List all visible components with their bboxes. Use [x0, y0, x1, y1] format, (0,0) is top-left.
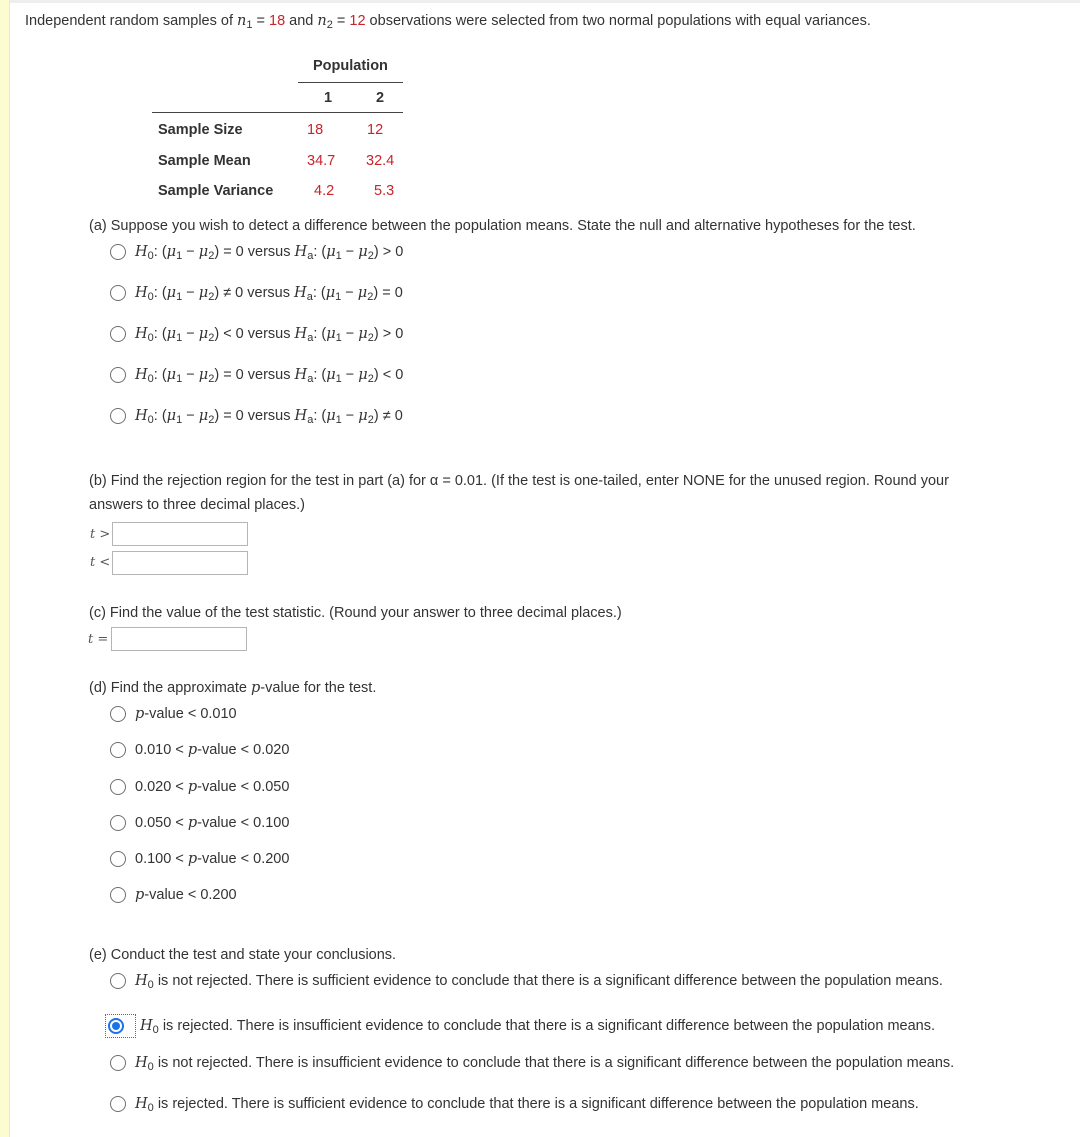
pvalue-option[interactable]: [110, 851, 289, 867]
versus-word: versus: [247, 367, 291, 383]
conclusion-body: is rejected. There is sufficient evidence to conclude that there is a significant difference between the population means.: [157, 1096, 919, 1112]
table-col-1: 1: [324, 90, 333, 106]
pvalue-upper: < 0.050: [240, 779, 290, 795]
lower-tail-label: t <: [90, 555, 111, 570]
n2-subscript: 2: [326, 19, 333, 31]
versus-word: versus: [247, 244, 291, 260]
pvalue-word: -value: [144, 706, 184, 722]
part-e-question: (e) Conduct the test and state your conclusions.: [89, 947, 397, 963]
ha-relation: = 0: [382, 285, 403, 301]
cell-var-2: 5.3: [374, 183, 395, 199]
lower-tail-input[interactable]: [112, 551, 248, 575]
hypothesis-option[interactable]: [110, 285, 403, 301]
upper-tail-input[interactable]: [112, 522, 248, 546]
radio-button[interactable]: [110, 244, 126, 260]
n1-symbol: n: [237, 13, 247, 29]
pvalue-word: -value: [197, 742, 237, 758]
n2-value: 12: [349, 13, 366, 29]
versus-word: versus: [247, 326, 291, 342]
n1-subscript: 1: [246, 19, 253, 31]
table-header-rule: [298, 82, 403, 83]
hypothesis-text: $H_0$: $(\mu_1 - \mu_2) < 0$ versus $H_a$: $(\mu_1 - \mu_2) > 0$: [135, 326, 404, 344]
cell-size-1: 18: [307, 122, 324, 138]
pvalue-word: -value: [144, 887, 184, 903]
cell-size-2: 12: [367, 122, 384, 138]
pvalue-word: -value: [197, 815, 237, 831]
pvalue-text: p-value < 0.010: [135, 706, 237, 722]
pvalue-lower: 0.050 <: [135, 815, 184, 831]
conclusion-option[interactable]: [110, 1014, 935, 1038]
part-a-question: (a) Suppose you wish to detect a difference between the population means. State the null and alternative hypotheses for the test.: [89, 218, 916, 234]
table-rule: [152, 112, 403, 113]
conclusion-body: is not rejected. There is insufficient evidence to conclude that there is a significant difference between the population means.: [157, 1055, 955, 1071]
hypothesis-option[interactable]: [110, 326, 403, 342]
radio-button[interactable]: [110, 326, 126, 342]
radio-button[interactable]: [110, 973, 126, 989]
intro-prefix: Independent random samples of: [25, 13, 237, 29]
radio-button[interactable]: [110, 408, 126, 424]
radio-button[interactable]: [108, 1018, 124, 1034]
left-margin-bar: [0, 0, 10, 1137]
part-d-prefix: (d) Find the approximate: [89, 680, 251, 696]
part-b-question-line1: (b) Find the rejection region for the test in part (a) for α = 0.01. (If the test is one-tailed, enter NONE for the unused region. Round your: [89, 473, 949, 489]
pvalue-upper: < 0.020: [240, 742, 290, 758]
n1-value: 18: [269, 13, 286, 29]
intro-mid: and: [285, 13, 318, 29]
hypothesis-option[interactable]: [110, 244, 403, 260]
conclusion-body: is rejected. There is insufficient evidence to conclude that there is a significant difference between the population means.: [162, 1018, 936, 1034]
test-statistic-label: t =: [88, 632, 109, 647]
pvalue-option[interactable]: [110, 706, 237, 722]
intro-suffix: observations were selected from two normal populations with equal variances.: [365, 13, 871, 29]
row-label-sample-variance: Sample Variance: [158, 183, 274, 199]
part-b-question-line2: answers to three decimal places.): [89, 497, 305, 513]
radio-button[interactable]: [110, 887, 126, 903]
versus-word: versus: [247, 408, 291, 424]
pvalue-lower: 0.010 <: [135, 742, 184, 758]
ha-relation: ≠ 0: [382, 408, 403, 424]
hypothesis-option[interactable]: [110, 408, 403, 424]
radio-button[interactable]: [110, 815, 126, 831]
pvalue-upper: < 0.100: [240, 815, 290, 831]
ha-relation: > 0: [382, 244, 404, 260]
radio-button[interactable]: [110, 851, 126, 867]
focus-outline: [105, 1014, 136, 1038]
n2-symbol: n: [317, 13, 327, 29]
part-c-question: (c) Find the value of the test statistic. (Round your answer to three decimal places.): [89, 605, 622, 621]
conclusion-option[interactable]: [110, 1096, 919, 1112]
radio-button[interactable]: [110, 367, 126, 383]
radio-button[interactable]: [110, 1055, 126, 1071]
h0-relation: < 0: [223, 326, 244, 342]
pvalue-upper: < 0.200: [240, 851, 290, 867]
versus-word: versus: [247, 285, 290, 301]
pvalue-lower: 0.020 <: [135, 779, 184, 795]
h0-relation: = 0: [223, 367, 244, 383]
row-label-sample-mean: Sample Mean: [158, 153, 251, 169]
hypothesis-text: $H_0$: $(\mu_1 - \mu_2) = 0$ versus $H_a$: $(\mu_1 - \mu_2) > 0$: [135, 244, 404, 262]
pvalue-upper: < 0.200: [187, 887, 237, 903]
cell-var-1: 4.2: [314, 183, 335, 199]
pvalue-word: -value: [197, 851, 237, 867]
h0-relation: = 0: [223, 244, 244, 260]
conclusion-text: $H_0$ is rejected. There is sufficient evidence to conclude that there is a significant difference between the population means.: [135, 1096, 919, 1114]
conclusion-option[interactable]: [110, 973, 943, 989]
cell-mean-1: 34.7: [307, 153, 336, 169]
top-divider: [10, 0, 1080, 3]
pvalue-text: 0.020 < p-value < 0.050: [135, 779, 290, 795]
hypothesis-text: $H_0$: $(\mu_1 - \mu_2) = 0$ versus $H_a$: $(\mu_1 - \mu_2) < 0$: [135, 367, 404, 385]
conclusion-body: is not rejected. There is sufficient evidence to conclude that there is a significant difference between the population means.: [157, 973, 943, 989]
conclusion-text: $H_0$ is rejected. There is insufficient evidence to conclude that there is a significant difference between the population means.: [140, 1018, 936, 1036]
p-symbol: p: [251, 680, 261, 696]
intro-text: Independent random samples of $n_1 = 18$ and $n_2 = 12$ observations were selected from two normal populations with equal variances.: [25, 13, 871, 31]
hypothesis-text: $H_0$: $(\mu_1 - \mu_2) = 0$ versus $H_a$: $(\mu_1 - \mu_2) \ne 0$: [135, 408, 403, 426]
radio-button[interactable]: [110, 285, 126, 301]
pvalue-text: p-value < 0.200: [135, 887, 237, 903]
pvalue-option[interactable]: [110, 779, 289, 795]
table-col-2: 2: [376, 90, 385, 106]
radio-button[interactable]: [110, 742, 126, 758]
radio-button[interactable]: [110, 706, 126, 722]
h0-relation: ≠ 0: [223, 285, 244, 301]
radio-button[interactable]: [110, 779, 126, 795]
part-d-question: [89, 680, 376, 696]
row-label-sample-size: Sample Size: [158, 122, 243, 138]
ha-relation: < 0: [382, 367, 404, 383]
pvalue-text: 0.010 < p-value < 0.020: [135, 742, 290, 758]
pvalue-text: 0.100 < p-value < 0.200: [135, 851, 290, 867]
conclusion-text: $H_0$ is not rejected. There is sufficient evidence to conclude that there is a significant difference between the population means.: [135, 973, 943, 991]
table-header-population: Population: [313, 58, 388, 74]
h0-relation: = 0: [223, 408, 244, 424]
upper-tail-label: t >: [90, 527, 111, 542]
test-statistic-input[interactable]: [111, 627, 247, 651]
hypothesis-option[interactable]: [110, 367, 403, 383]
pvalue-text: 0.050 < p-value < 0.100: [135, 815, 290, 831]
pvalue-option[interactable]: [110, 742, 289, 758]
hypothesis-text: $H_0$: $(\mu_1 - \mu_2) \ne 0$ versus $H_a$: $(\mu_1 - \mu_2) = 0$: [135, 285, 403, 303]
ha-relation: > 0: [382, 326, 404, 342]
pvalue-word: -value: [197, 779, 237, 795]
pvalue-option[interactable]: [110, 887, 237, 903]
part-d-suffix: -value for the test.: [260, 680, 377, 696]
pvalue-upper: < 0.010: [187, 706, 237, 722]
cell-mean-2: 32.4: [366, 153, 395, 169]
conclusion-text: $H_0$ is not rejected. There is insufficient evidence to conclude that there is a significant difference between the population means.: [135, 1055, 955, 1073]
pvalue-lower: 0.100 <: [135, 851, 184, 867]
pvalue-option[interactable]: [110, 815, 289, 831]
conclusion-option[interactable]: [110, 1055, 954, 1071]
radio-button[interactable]: [110, 1096, 126, 1112]
